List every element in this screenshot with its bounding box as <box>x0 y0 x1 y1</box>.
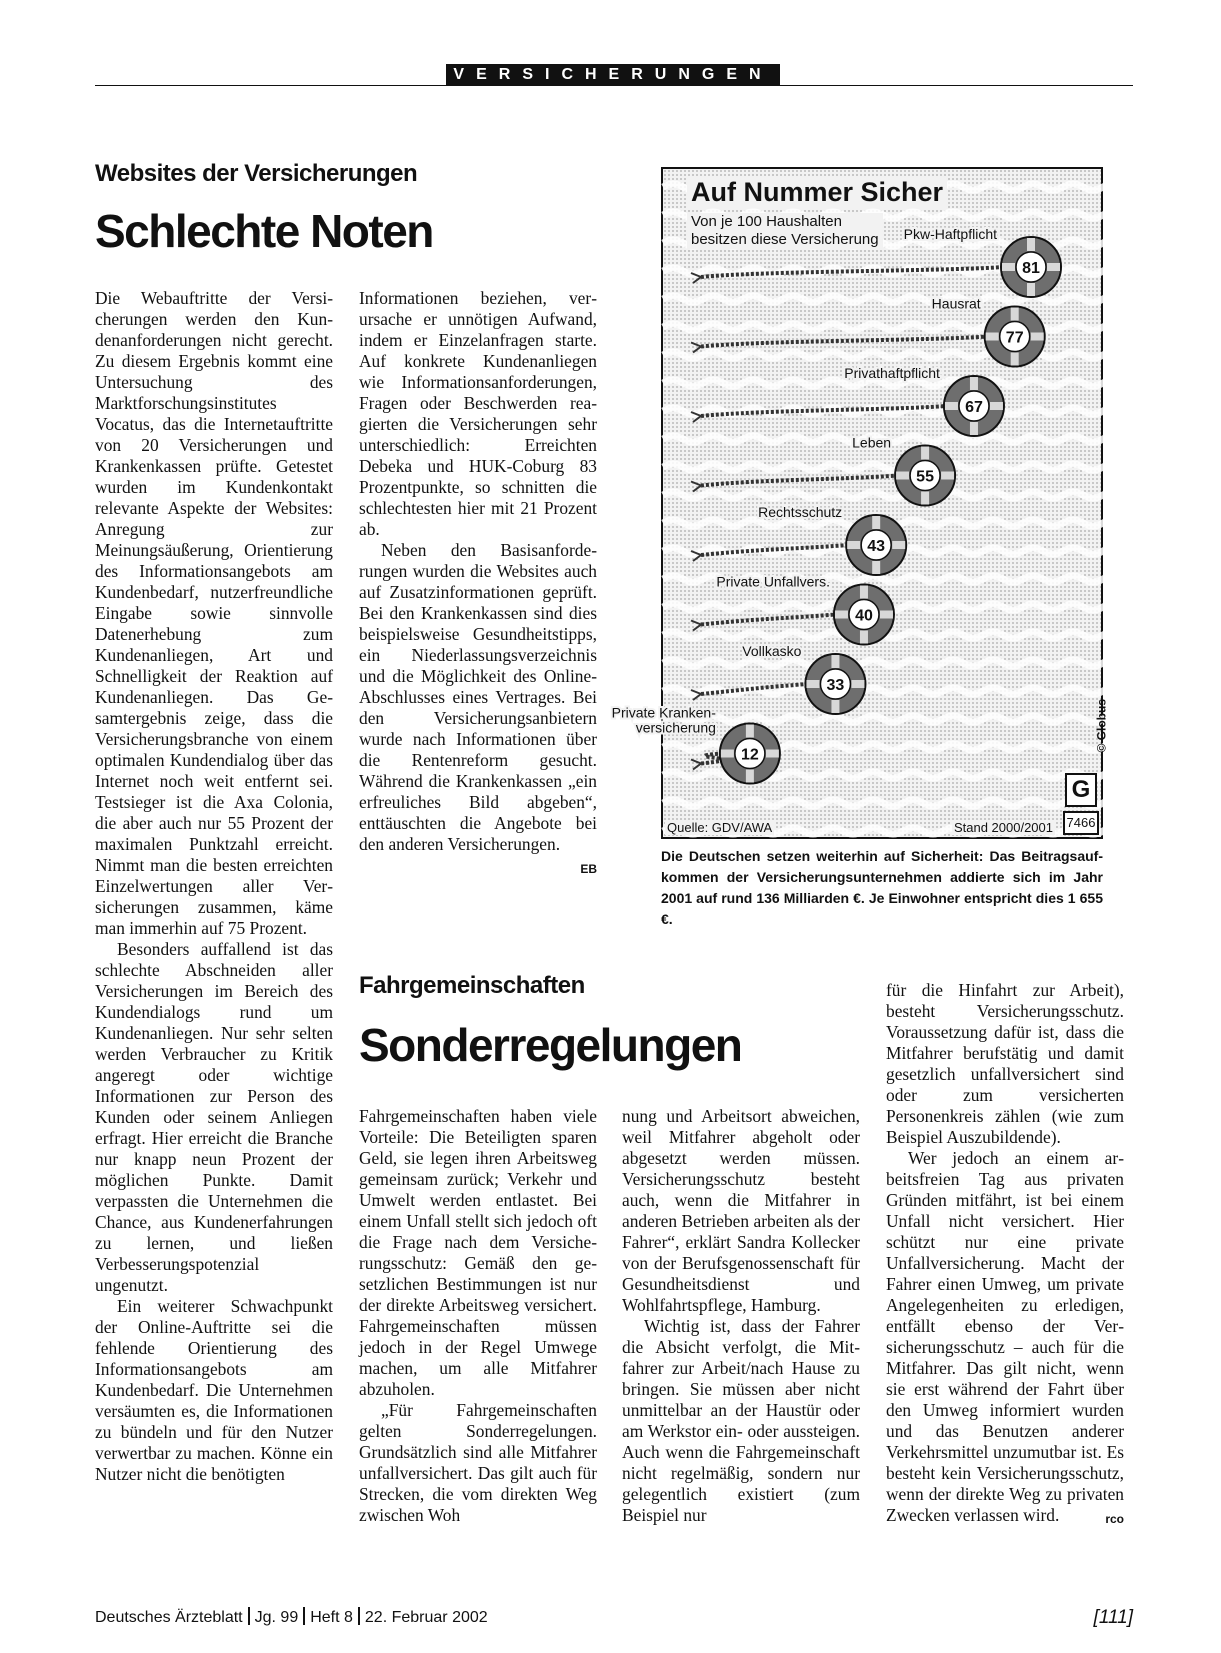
footer-separator <box>303 1607 305 1625</box>
article2-column-2 <box>622 1106 860 1526</box>
chart-rope <box>701 476 897 486</box>
wave-stripe <box>663 296 1123 302</box>
chart-title: Auf Nummer Sicher <box>687 177 947 208</box>
value-label: 67 <box>965 399 983 416</box>
article2-kicker: Fahrgemeinschaften <box>359 972 585 999</box>
value-label: 43 <box>867 538 886 555</box>
article2-column-1 <box>359 1106 597 1526</box>
paragraph: Wichtig ist, dass der Fahrer die Absicht verfolgt, die Mitfahrer zur Arbeit/nach Hause zu bringen. Sie müssen aber nicht unmittelbar an der Haustür oder am Werkstor ein- oder aussteigen. Auch wenn die Fahrgemeinschaft nicht regelmäßig, sondern nur gelegentlich existiert (zum Beispiel nur <box>622 1316 860 1525</box>
footer-separator <box>358 1607 360 1625</box>
paragraph: Die Webauftritte der Versicherungen werden den Kundenanforderungen nicht gerecht. Zu diesem Ergebnis kommt eine Untersuchung des Marktforschungsinstitutes Vocatus, das die Internetauftritte von 20 Versicherungen und Krankenkassen prüfte. Getestet wurden im Kundenkontakt relevante Aspekte der Websites: Anregung zur Meinungsäußerung, Orientierung des Informationsangebots am Kundenbedarf, nutzerfreundliche Eingabe sowie sinnvolle Datenerhebung zum Kundenanliegen, Art und Schnelligkeit der Reaktion auf Kundenanliegen. Das Gesamtergebnis zeige, dass die Versicherungsbranche von einem optimalen Kundendialog über das Internet noch weit entfernt sei. Testsieger ist die Axa Colonia, die aber auch nur 55 Prozent der maximalen Punktzahl erreicht. Nimmt man die besten erreichten Einzelwertungen aller Versicherungen zusammen, käme man immerhin auf 75 Prozent. <box>95 288 333 938</box>
value-label: 40 <box>855 607 873 625</box>
article1-column-1 <box>95 288 333 1485</box>
signature: rco <box>1105 1512 1124 1526</box>
paragraph: Besonders auffallend ist das schlechte Abschneiden aller Versicherungen im Bereich des Kundendialogs rund um Kundenanliegen. Nur sehr selten werden Verbraucher zu Kritik angeregt oder wichtige Informationen zur Person des Kunden oder seinem Anliegen erfragt. Hier erreicht die Branche nur knapp neun Prozent der möglichen Punkte. Damit verpassten die Unternehmen die Chance, aus Kundenerfahrungen zu lernen, und ließen Verbesserungspotenzial ungenutzt. <box>95 939 333 1295</box>
footer-separator <box>248 1607 250 1625</box>
paragraph <box>359 540 597 876</box>
footer-issue: Heft 8 <box>310 1609 353 1626</box>
paragraph: „Für Fahrgemeinschaften gelten Sonderregelungen. Grundsätzlich sind alle Mitfahrer unfallversichert. Das gilt auch für Strecken, die vom direkten Weg zwischen Woh <box>359 1400 597 1525</box>
wave-stripe <box>663 660 1123 666</box>
paragraph: für die Hinfahrt zur Arbeit), besteht Versicherungsschutz. Voraussetzung dafür ist, dass die Mitfahrer berufstätig und damit gesetzlich unfallversichert sind oder zum versicherten Personenkreis zählen (wie zum Beispiel Auszubildende). <box>886 980 1124 1147</box>
category-label: Pkw-Haftpflicht <box>903 226 997 242</box>
page-number: [111] <box>1093 1607 1133 1628</box>
section-tag: VERSICHERUNGEN <box>446 64 780 86</box>
category-label: Private Unfallvers. <box>716 573 830 590</box>
footer-volume: Jg. 99 <box>254 1609 299 1626</box>
chart-caption: Die Deutschen setzen weiterhin auf Sicherheit: Das Beitragsaufkommen der Versicherungsunternehmen addierte sich im Jahr 2001 auf rund 136 Milliarden €. Je Einwohner entspricht dies 1 655 €. <box>661 848 1103 927</box>
insurance-chart <box>611 167 1109 839</box>
chart-stand: Stand 2000/2001 <box>953 820 1053 835</box>
globus-number: 7466 <box>1063 811 1099 835</box>
value-label: 55 <box>916 468 934 486</box>
wave-stripe <box>663 352 1123 358</box>
category-label: Private Kranken- <box>611 704 716 721</box>
article2-column-3 <box>886 980 1124 1530</box>
chart-canvas <box>611 169 1105 841</box>
wave-stripe <box>663 464 1123 470</box>
paragraph: Informationen beziehen, verursache er unnötigen Aufwand, indem er Einzelanfragen starte. Auf konkrete Kundenanliegen wie Informationsanforderungen, Fragen oder Beschwerden reagierten die Versicherungen sehr unterschiedlich: Erreichten Debeka und HUK-Coburg 83 Prozentpunkte, so schnitten die schlechtesten hier mit 21 Prozent ab. <box>359 288 597 539</box>
chart-source: Quelle: GDV/AWA <box>667 820 773 835</box>
wave-stripe <box>663 324 1123 330</box>
chart-subtitle-line-1: Von je 100 Haushalten <box>691 213 842 230</box>
footer-journal: Deutsches Ärzteblatt <box>95 1609 243 1626</box>
wave-stripe <box>663 716 1123 722</box>
article2-headline: Sonderregelungen <box>359 1019 742 1071</box>
wave-stripe <box>663 436 1123 442</box>
signature: EB <box>580 862 597 876</box>
value-label: 81 <box>1022 260 1040 277</box>
category-label: versicherung <box>635 719 716 736</box>
chart-rope <box>701 337 987 347</box>
paragraph: nung und Arbeitsort abweichen, weil Mitfahrer abgeholt oder abgesetzt werden müssen. Versicherungsschutz besteht auch, wenn die Mitfahrer in anderen Betrieben arbeiten als der Fahrer“, erklärt Sandra Kollecker von der Berufsgenossenschaft für Gesundheitsdienst und Wohlfahrtspflege, Hamburg. <box>622 1106 860 1315</box>
article1-headline: Schlechte Noten <box>95 205 433 257</box>
value-label: 77 <box>1005 329 1024 347</box>
wave-stripe <box>663 492 1123 498</box>
value-label: 33 <box>826 677 845 694</box>
footer-date: 22. Februar 2002 <box>364 1609 488 1626</box>
wave-stripe <box>663 800 1123 806</box>
paragraph <box>886 1148 1124 1526</box>
paragraph-text: Neben den Basisanforderungen wurden die Websites auch auf Zusatzinformationen geprüft. Bei den Krankenkassen sind dies beispielsweise Gesundheitstipps, ein Niederlassungsverzeichnis und die Möglichkeit des Online-Abschlusses eines Vertrages. Bei den Versicherungsanbietern wurde nach Informationen über die Rentenreform gesucht. Während die Krankenkassen „ein erfreuliches Bild abgeben“, enttäuschten die Angebote bei den anderen Versicherungen. <box>359 540 597 854</box>
rope-end <box>691 760 701 770</box>
rope-end <box>691 621 701 631</box>
chart-credit: © Globus <box>1095 699 1109 753</box>
rope-end <box>691 482 701 492</box>
footer-citation <box>95 1607 488 1627</box>
value-label: 12 <box>740 746 759 764</box>
paragraph: Ein weiterer Schwachpunkt der Online-Auftritte sei die fehlende Orientierung des Informationsangebots am Kundenbedarf. Die Unternehmen versäumten es, die Informationen zu bündeln und für den Nutzer verwertbar zu machen. Könne ein Nutzer nicht die benötigten <box>95 1296 333 1484</box>
header-rule <box>95 85 1133 86</box>
category-label: Privathaftpflicht <box>844 365 940 381</box>
category-label: Rechtsschutz <box>758 504 843 520</box>
paragraph-text: Wer jedoch an einem arbeitsfreien Tag aus privaten Gründen mitfährt, ist bei einem Unfall nicht versichert. Hier schützt nur eine private Unfallversicherung. Macht der Fahrer einen Umweg, um private Angelegenheiten zu erledigen, entfällt ebenso der Versicherungsschutz – auch für die Mitfahrer. Das gilt nicht, wenn sie erst während der Fahrt über den Umweg informiert wurden und das Benutzen anderer Verkehrsmittel unzumutbar ist. Es besteht kein Versicherungsschutz, wenn der direkte Weg zu privaten Zwecken verlassen wird. <box>886 1148 1124 1525</box>
chart-subtitle-line-2: besitzen diese Versicherung <box>691 231 879 248</box>
category-label: Leben <box>852 434 892 451</box>
article1-kicker: Websites der Versicherungen <box>95 160 418 187</box>
article1-column-2 <box>359 288 597 880</box>
chart-subtitle <box>687 213 883 249</box>
paragraph: Fahrgemeinschaften haben viele Vorteile: Die Beteiligten sparen Geld, sie legen ihren Arbeitsweg gemeinsam zurück; Verkehr und Umwelt werden entlastet. Bei einem Unfall stellt sich jedoch oft die Frage nach dem Versicherungsschutz: Gemäß den gesetzlichen Bestimmungen ist nur der direkte Arbeitsweg versichert. Fahrgemeinschaften müssen jedoch in der Regel Umwege machen, um alle Mitfahrer abzuholen. <box>359 1106 597 1399</box>
category-label: Vollkasko <box>742 643 802 659</box>
page-footer <box>95 1607 1133 1633</box>
wave-stripe <box>663 632 1123 638</box>
chart-rope <box>701 615 836 625</box>
category-label: Hausrat <box>931 295 981 312</box>
rope-end <box>691 343 701 353</box>
globus-logo: G <box>1065 773 1097 807</box>
